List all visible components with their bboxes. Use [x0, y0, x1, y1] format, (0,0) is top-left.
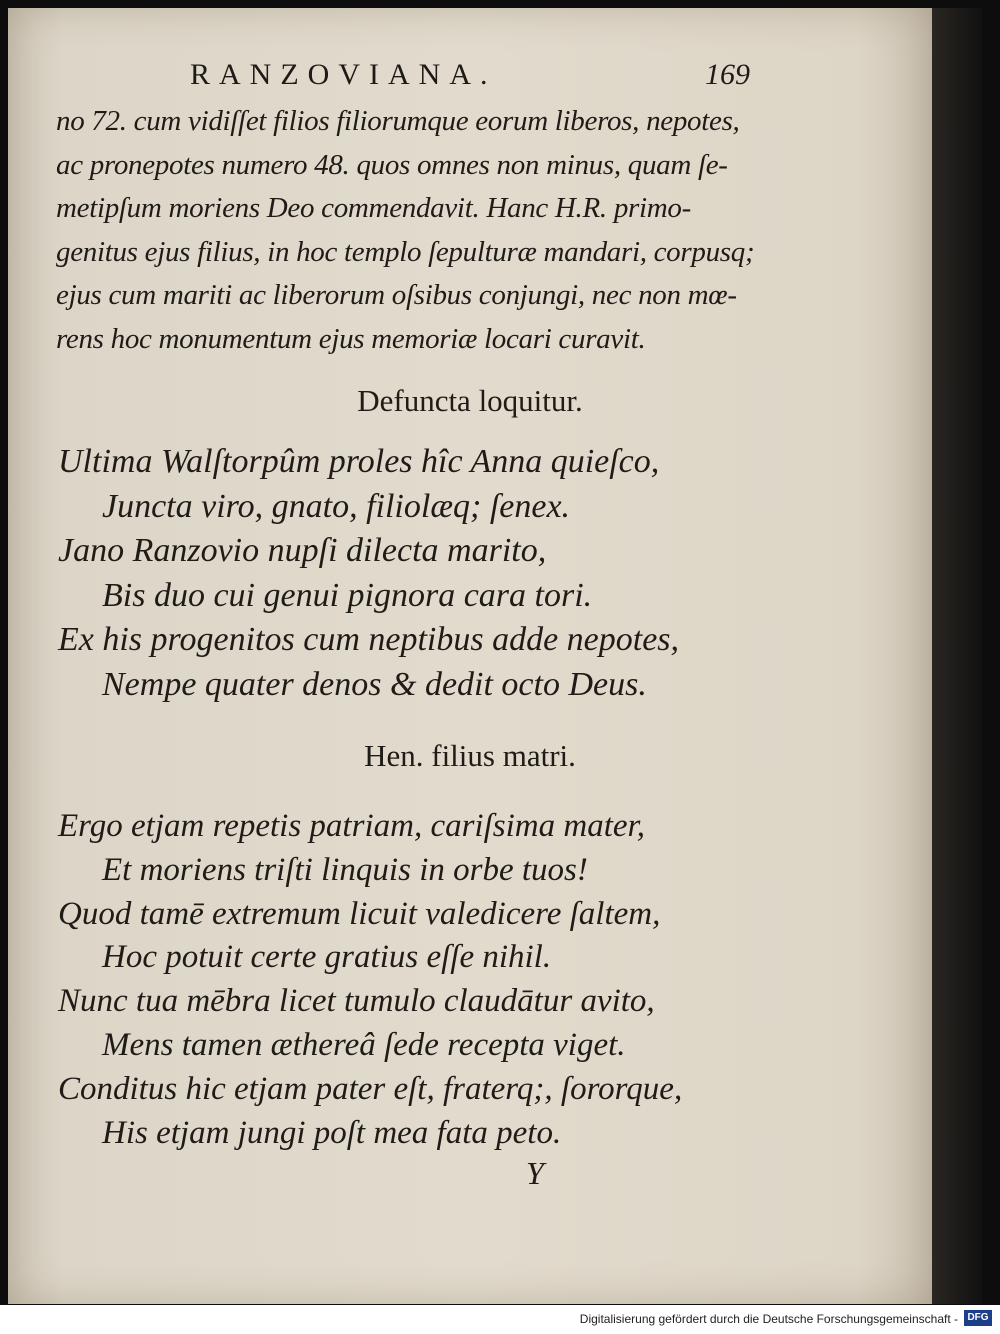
- footer-bar: [0, 1305, 1000, 1334]
- verse-block-defuncta: [58, 440, 758, 708]
- running-head: [190, 58, 750, 98]
- page-edge: [932, 8, 982, 1304]
- prose-paragraph: [56, 100, 776, 362]
- section-heading-defuncta: Defuncta loquitur.: [357, 383, 583, 418]
- verse-line: Hoc potuit certe gratius eſſe nihil.: [102, 939, 552, 976]
- verse-block-hen: [58, 805, 758, 1155]
- verse-line: Jano Ranzovio nupſi dilecta marito,: [58, 532, 547, 570]
- verse-line: His etjam jungi poſt mea fata peto.: [102, 1114, 562, 1151]
- verse-line: Quod tamē extremum licuit valedicere ſaltem,: [58, 895, 661, 932]
- verse-line: Nempe quater denos & dedit octo Deus.: [102, 665, 647, 703]
- prose-line: no 72. cum vidiſſet filios filiorumque eorum liberos, nepotes,: [56, 105, 740, 137]
- verse-line: Nunc tua mēbra licet tumulo claudātur avito,: [58, 983, 655, 1020]
- dfg-logo-icon: DFG: [964, 1310, 992, 1326]
- prose-line: genitus ejus filius, in hoc templo ſepulturæ mandari, corpusq;: [56, 235, 755, 268]
- prose-line: ac pronepotes numero 48. quos omnes non minus, quam ſe-: [56, 148, 728, 181]
- verse-line: Juncta viro, gnato, filiolæq; ſenex.: [102, 487, 571, 525]
- catchword: Y: [526, 1155, 544, 1191]
- verse-line: Mens tamen æthereâ ſede recepta viget.: [102, 1026, 626, 1063]
- running-title: RANZOVIANA.: [190, 58, 497, 91]
- verse-line: Ultima Walſtorpûm proles hîc Anna quieſco,: [58, 443, 660, 480]
- verse-line: Conditus hic etjam pater eſt, fraterq;, ſororque,: [58, 1070, 683, 1107]
- prose-line: metipſum moriens Deo commendavit. Hanc H.R. primo-: [56, 192, 691, 225]
- section-heading-hen: Hen. filius matri.: [364, 738, 576, 773]
- prose-line: ejus cum mariti ac liberorum oſsibus conjungi, nec non mœ-: [56, 279, 737, 312]
- verse-line: Ex his progenitos cum neptibus adde nepotes,: [58, 621, 680, 659]
- verse-line: Ergo etjam repetis patriam, cariſsima mater,: [58, 808, 645, 844]
- funding-credit: Digitalisierung gefördert durch die Deutsche Forschungsgemeinschaft -: [579, 1312, 958, 1326]
- prose-line: rens hoc monumentum ejus memoriæ locari curavit.: [56, 322, 646, 355]
- verse-line: Bis duo cui genui pignora cara tori.: [102, 576, 593, 614]
- page-number: 169: [705, 58, 750, 91]
- verse-line: Et moriens triſti linquis in orbe tuos!: [102, 851, 588, 888]
